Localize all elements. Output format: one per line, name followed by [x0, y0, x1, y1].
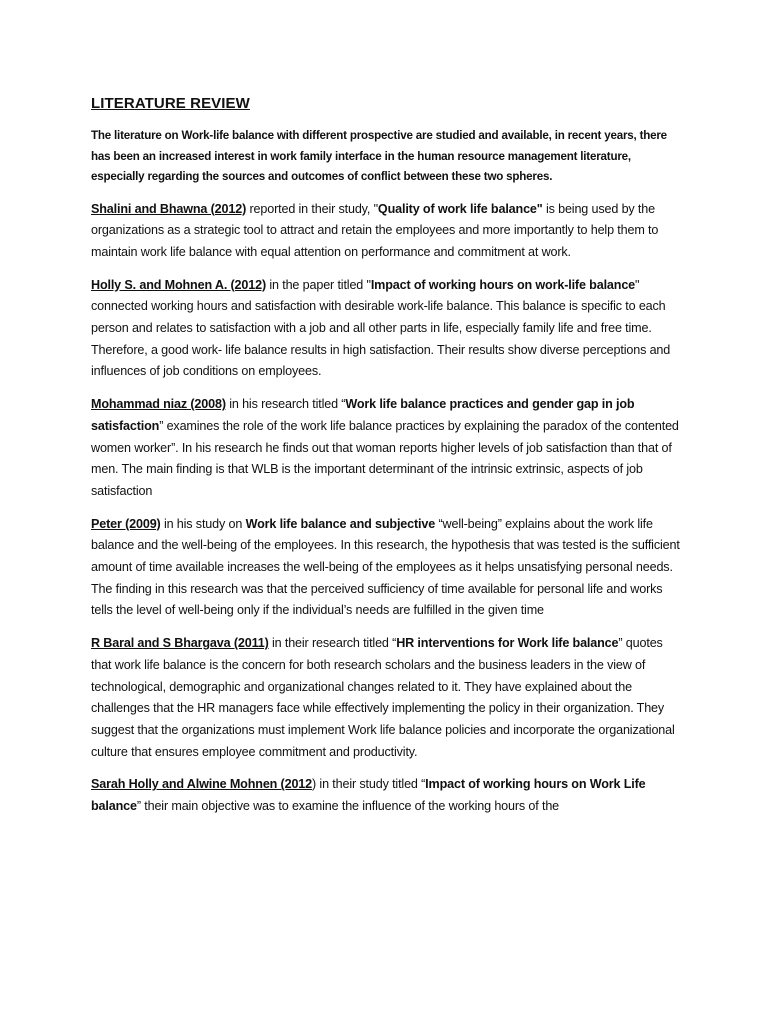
paragraph-text: " connected working hours and satisfaction with desirable work-life balance. This balance is specific to each person and relates to satisfaction with a job and all other parts in life, especially family life and free time. Therefore, a good work- life balance results in high satisfaction. Their results show diverse perceptions and influences of job conditions on employees.	[91, 277, 671, 379]
review-paragraph-2	[91, 275, 681, 384]
paragraph-text: reported in their study, "	[246, 201, 378, 216]
paragraph-text: ” quotes that work life balance is the concern for both research scholars and the business leaders in the view of technological, demographic and organizational changes related to it. They have explained about the challenges that the HR managers face while effectively implementing the policy in their organization. They suggest that the organizations must implement Work life balance policies and incorporate the organizational culture that ensures employee commitment and productivity.	[91, 636, 675, 759]
paper-title: Impact of working hours on Work Life balance	[91, 777, 646, 814]
paragraph-text: in his study on	[160, 516, 246, 531]
citation-author: Holly S. and Mohnen A. (2012)	[91, 277, 267, 292]
paragraph-text: ” examines the role of the work life balance practices by explaining the paradox of the contented women worker”. In his research he finds out that woman reports higher levels of job satisfaction than that of men. The main finding is that WLB is the important determinant of the intrinsic extrinsic, aspects of job satisfaction	[91, 418, 679, 498]
paper-title: Quality of work life balance"	[377, 201, 543, 216]
paper-title: Work life balance practices and gender gap in job satisfaction	[91, 397, 635, 433]
paragraph-text: in their research titled “	[268, 636, 397, 651]
paragraph-text: “well-being” explains about the work life balance and the well-being of the employees. In this research, the hypothesis that was tested is the sufficient amount of time available increases the well-being of the employees as it helps unsatisfying personal needs. The finding in this research was that the perceived sufficiency of time available for personal life and works tells the level of well-being only if the individual’s needs are fulfilled in the given time	[91, 516, 680, 618]
citation-author: Mohammad niaz (2008)	[91, 397, 226, 412]
document-page	[91, 95, 681, 829]
paragraph-text: is being used by the organizations as a strategic tool to attract and retain the employees and more importantly to help them to maintain work life balance with equal attention on performance and commitment at work.	[91, 201, 659, 259]
citation-author: Sarah Holly and Alwine Mohnen (2012	[91, 777, 313, 792]
citation-author: R Baral and S Bhargava (2011)	[91, 636, 269, 651]
citation-author: Shalini and Bhawna (2012)	[91, 201, 247, 216]
paper-title: Impact of working hours on work-life balance	[370, 277, 636, 292]
paragraph-text: ” their main objective was to examine the influence of the working hours of the	[136, 799, 560, 814]
review-paragraph-4	[91, 514, 681, 623]
review-paragraph-6	[91, 774, 681, 817]
review-paragraph-1	[91, 199, 681, 264]
citation-author: Peter (2009)	[91, 516, 161, 531]
review-paragraph-5	[91, 633, 681, 763]
review-paragraph-3	[91, 394, 681, 503]
paragraph-text: in the paper titled "	[266, 277, 371, 292]
paper-title: Work life balance and subjective	[245, 516, 436, 531]
paragraph-text: in his research titled “	[225, 397, 346, 412]
paper-title: HR interventions for Work life balance	[396, 636, 619, 651]
paragraph-text: ) in their study titled “	[312, 777, 426, 792]
section-heading: LITERATURE REVIEW	[91, 95, 250, 112]
intro-paragraph: The literature on Work-life balance with different prospective are studied and available, in recent years, there has been an increased interest in work family interface in the human resource management literature, especially regarding the sources and outcomes of conflict between these two spheres.	[91, 129, 667, 183]
